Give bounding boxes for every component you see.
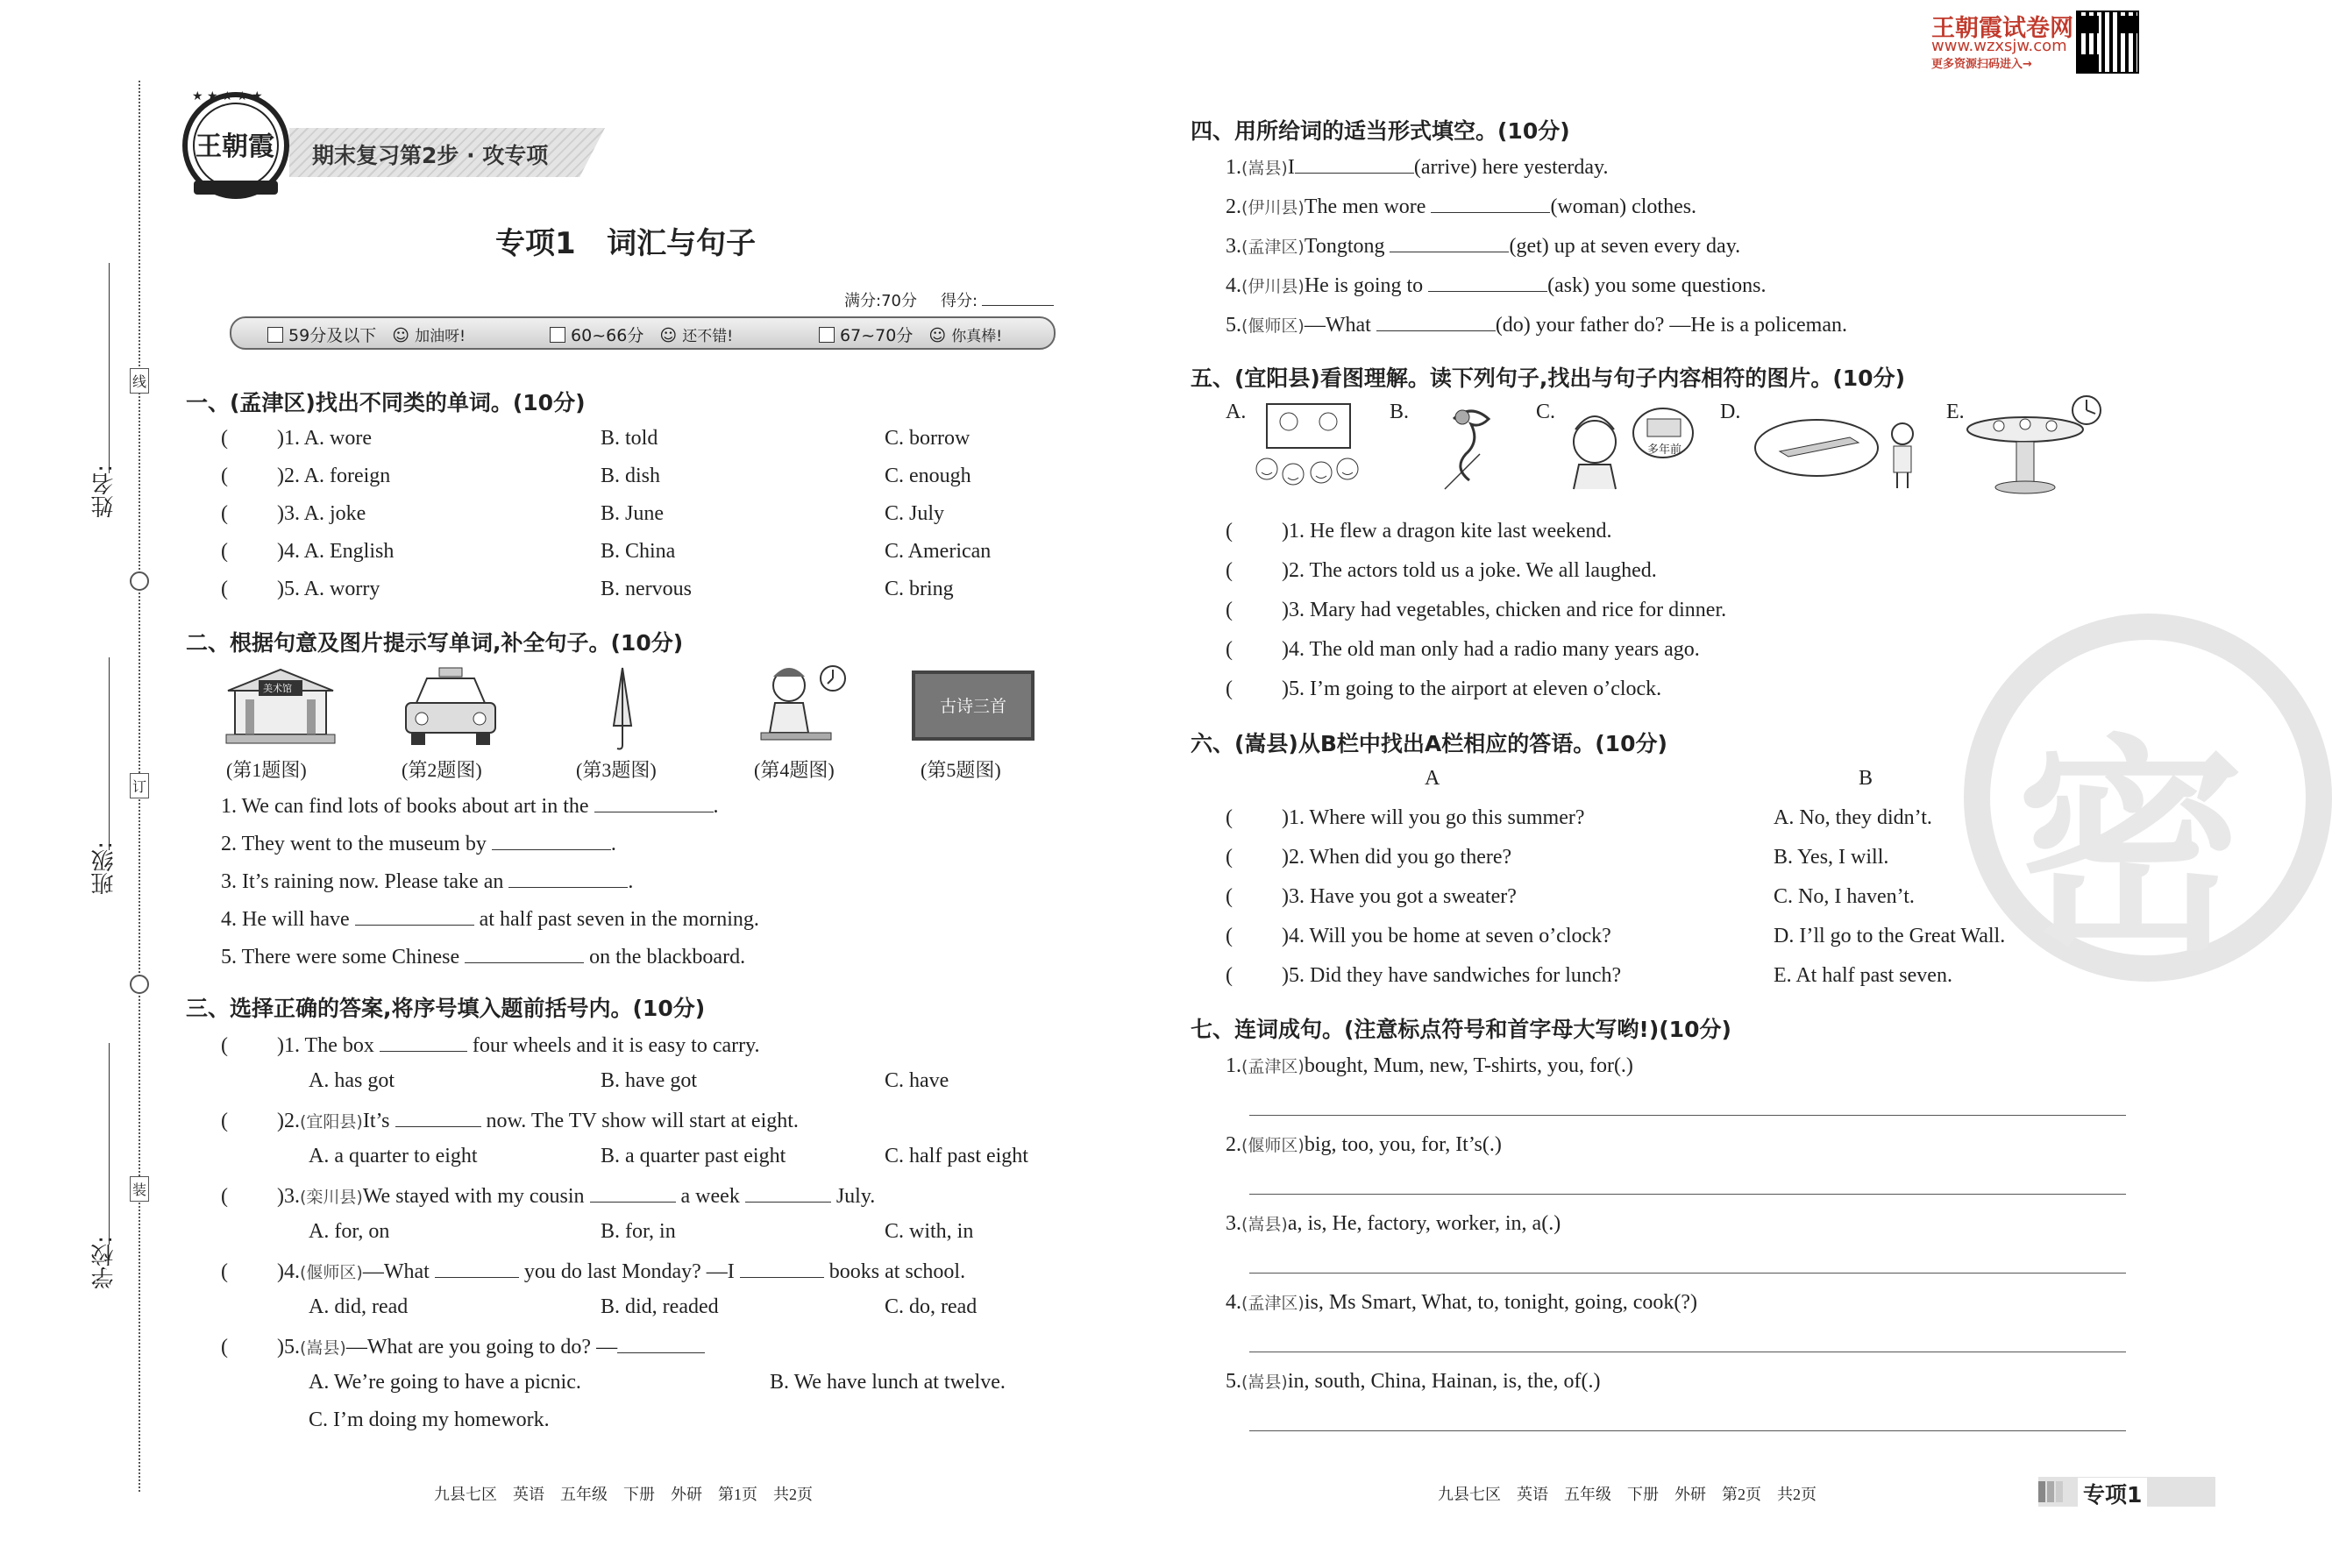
sec2-sentence-4: 4. He will have at half past seven in the morning. (221, 905, 759, 932)
sec7-item-2: 2.(偃师区)big, too, you, for, It’s(.) (1226, 1133, 1502, 1156)
section-7-title: 七、连词成句。(注意标点符号和首字母大写哟!)(10分) (1191, 1017, 1731, 1042)
sec1-q4-c: C. American (885, 540, 992, 563)
audience-picture (1249, 399, 1368, 500)
watermark-brand[interactable]: 王朝霞试卷网 (1931, 15, 2073, 42)
sec2-sentence-5: 5. There were some Chinese on the blackboard. (221, 943, 745, 969)
sec3-q5-blank[interactable] (617, 1333, 705, 1353)
seal-stamp-character: 密 (2016, 717, 2244, 982)
smiley-icon: ☺ (928, 326, 947, 345)
watermark-url[interactable]: www.wzxsjw.com (1931, 37, 2067, 55)
sec2-sentence-3: 3. It’s raining now. Please take an . (221, 868, 633, 894)
pic-label-a: A. (1226, 401, 1247, 423)
taxi-picture (399, 664, 502, 752)
sec4-blank-3[interactable] (1390, 232, 1509, 252)
breakfast-picture (754, 659, 850, 752)
museum-sign-text: 美术馆 (263, 683, 292, 694)
full-score: 满分:70分 (844, 292, 917, 310)
sec5-item-3: ( )3. Mary had vegetables, chicken and rice for dinner. (1226, 599, 1727, 621)
blackboard-picture (912, 670, 1034, 741)
pic-label-c: C. (1536, 401, 1556, 423)
sec7-answer-line-2[interactable] (1249, 1194, 2126, 1195)
sec4-item-5: 5.(偃师区)—What (do) your father do? —He is a policeman. (1226, 311, 1847, 337)
sec4-blank-2[interactable] (1431, 193, 1550, 213)
sec1-q5-b: B. nervous (601, 578, 692, 600)
sec1-q2: ( )2. A. foreign (221, 465, 391, 487)
sec1-q4: ( )4. A. English (221, 540, 395, 563)
sec6-q4: ( )4. Will you be home at seven o’clock? (1226, 925, 1611, 947)
rating-range-1: 59分及以下 (288, 326, 377, 345)
corner-tag-label: 专项1 (2078, 1478, 2147, 1509)
section-6-title: 六、(嵩县)从B栏中找出A栏相应的答语。(10分) (1191, 731, 1667, 756)
sec2-blank-5[interactable] (465, 943, 584, 963)
section-4-title: 四、用所给词的适当形式填空。(10分) (1191, 118, 1570, 144)
rating-comment-1: 加油呀! (415, 328, 466, 345)
sec3-q3-blank-1[interactable] (590, 1182, 676, 1203)
sec3-q4: ( )4.(偃师区)—What you do last Monday? —I books at school. (221, 1258, 965, 1284)
sec3-q2-blank[interactable] (395, 1107, 481, 1127)
sec1-q3: ( )3. A. joke (221, 502, 366, 525)
sec2-sentence-2: 2. They went to the museum by . (221, 830, 616, 856)
rating-option-1[interactable] (267, 323, 466, 346)
brand-logo (180, 88, 292, 200)
column-b-header: B (1859, 767, 1873, 790)
rating-checkbox-3[interactable] (819, 327, 835, 343)
caption-2: (第2题图) (402, 759, 482, 781)
sec3-q5-opt-b: B. We have lunch at twelve. (770, 1371, 1006, 1394)
sec3-q3-opt-b: B. for, in (601, 1220, 676, 1243)
pic-label-b: B. (1390, 401, 1410, 423)
footer-left: 九县七区 英语 五年级 下册 外研 第1页 共2页 (434, 1486, 813, 1503)
sec3-q1-opt-b: B. have got (601, 1069, 697, 1092)
sec1-q2-b: B. dish (601, 465, 661, 487)
sec1-q1: ( )1. A. wore (221, 427, 372, 450)
sec3-q1-opt-c: C. have (885, 1069, 949, 1092)
name-field[interactable] (109, 263, 110, 473)
sec6-ans-5: E. At half past seven. (1774, 964, 1952, 987)
dinner-table-picture (1964, 393, 2104, 496)
sec3-q5-opt-a: A. We’re going to have a picnic. (309, 1371, 581, 1394)
sec3-q4-opt-a: A. did, read (309, 1295, 409, 1318)
school-label: 学校: (91, 1236, 117, 1289)
binding-circle-2 (130, 975, 149, 994)
old-man-radio-picture (1565, 403, 1696, 491)
binding-mark-3: 装 (130, 1176, 149, 1202)
sec7-item-1: 1.(孟津区)bought, Mum, new, T-shirts, you, for(.) (1226, 1054, 1633, 1077)
sec2-blank-4[interactable] (355, 905, 474, 926)
sec7-item-3: 3.(嵩县)a, is, He, factory, worker, in, a(.) (1226, 1212, 1561, 1235)
sec1-q1-b: B. told (601, 427, 658, 450)
sec7-answer-line-3[interactable] (1249, 1273, 2126, 1274)
caption-4: (第4题图) (754, 759, 835, 781)
rating-comment-2: 还不错! (682, 328, 734, 345)
score-label: 得分: (941, 292, 978, 310)
sec3-q4-blank-1[interactable] (435, 1258, 519, 1278)
rating-range-3: 67~70分 (840, 326, 914, 345)
sec6-q1: ( )1. Where will you go this summer? (1226, 806, 1585, 829)
caption-1: (第1题图) (226, 759, 307, 781)
school-field[interactable] (109, 1043, 110, 1245)
class-label: 班级: (91, 841, 117, 895)
logo-text: 王朝霞 (196, 131, 274, 162)
sec3-q5-opt-c: C. I’m doing my homework. (309, 1408, 550, 1431)
sec1-q2-c: C. enough (885, 465, 971, 487)
art-museum-picture (219, 664, 342, 750)
pic-label-d: D. (1720, 401, 1741, 423)
rating-checkbox-2[interactable] (550, 327, 565, 343)
sec5-item-2: ( )2. The actors told us a joke. We all laughed. (1226, 559, 1657, 582)
sec3-q3: ( )3.(栾川县)We stayed with my cousin a week July. (221, 1182, 875, 1209)
sec4-item-4: 4.(伊川县)He is going to (ask) you some questions. (1226, 272, 1766, 298)
sec3-q2-opt-b: B. a quarter past eight (601, 1145, 786, 1167)
umbrella-picture (605, 664, 640, 752)
rating-range-2: 60~66分 (571, 326, 644, 345)
sec5-item-1: ( )1. He flew a dragon kite last weekend. (1226, 520, 1612, 543)
sec3-q1-opt-a: A. has got (309, 1069, 395, 1092)
binding-circle-1 (130, 571, 149, 591)
sec5-item-4: ( )4. The old man only had a radio many years ago. (1226, 638, 1700, 661)
sec3-q3-blank-2[interactable] (745, 1182, 831, 1203)
sec2-blank-2[interactable] (492, 830, 611, 850)
page-title: 专项1 词汇与句子 (495, 226, 757, 261)
rating-comment-3: 你真棒! (951, 328, 1003, 345)
svg-text:★ ★ ★ ★ ★: ★ ★ ★ ★ ★ (192, 89, 263, 103)
watermark-tagline: 更多资源扫码进入→ (1931, 58, 2032, 71)
pic-label-e: E. (1946, 401, 1965, 423)
airport-picture (1753, 408, 1929, 491)
section-2-title: 二、根据句意及图片提示写单词,补全句子。(10分) (186, 630, 684, 656)
class-field[interactable] (109, 657, 110, 850)
sec4-blank-1[interactable] (1295, 153, 1414, 174)
sec4-blank-5[interactable] (1376, 311, 1496, 331)
sec7-item-4: 4.(孟津区)is, Ms Smart, What, to, tonight, going, cook(?) (1226, 1291, 1698, 1314)
sec3-q4-opt-b: B. did, readed (601, 1295, 719, 1318)
sec3-q1: ( )1. The box four wheels and it is easy to carry. (221, 1032, 760, 1058)
rating-option-3[interactable] (819, 323, 1002, 346)
sec3-q5: ( )5.(嵩县)—What are you going to do? — (221, 1333, 705, 1359)
sec1-q5: ( )5. A. worry (221, 578, 380, 600)
corner-tag-squares (2038, 1481, 2063, 1502)
sec7-answer-line-1[interactable] (1249, 1115, 2126, 1116)
sec1-q3-c: C. July (885, 502, 945, 525)
rating-checkbox-1[interactable] (267, 327, 283, 343)
sec6-ans-3: C. No, I haven’t. (1774, 885, 1915, 908)
footer-right: 九县七区 英语 五年级 下册 外研 第2页 共2页 (1438, 1486, 1817, 1503)
sec1-q5-c: C. bring (885, 578, 954, 600)
sec2-sentence-1: 1. We can find lots of books about art in the . (221, 792, 719, 819)
section-1-title: 一、(孟津区)找出不同类的单词。(10分) (186, 390, 586, 415)
sec4-blank-4[interactable] (1428, 272, 1547, 292)
sec4-item-1: 1.(嵩县)I (arrive) here yesterday. (1226, 153, 1608, 180)
caption-5: (第5题图) (921, 759, 1001, 781)
sec7-answer-line-5[interactable] (1249, 1430, 2126, 1431)
column-a-header: A (1425, 767, 1440, 790)
sec5-item-5: ( )5. I’m going to the airport at eleven o’clock. (1226, 678, 1662, 700)
sec1-q4-b: B. China (601, 540, 676, 563)
binding-mark-1: 线 (130, 368, 149, 394)
binding-mark-2: 订 (130, 773, 149, 798)
radio-bubble-text: 多年前 (1647, 443, 1682, 457)
section-5-title: 五、(宜阳县)看图理解。读下列句子,找出与句子内容相符的图片。(10分) (1191, 365, 1905, 391)
sec3-q2-opt-a: A. a quarter to eight (309, 1145, 478, 1167)
sec3-q3-opt-a: A. for, on (309, 1220, 390, 1243)
name-label: 姓名: (91, 465, 117, 518)
sec6-ans-2: B. Yes, I will. (1774, 846, 1889, 869)
smiley-icon: ☺ (392, 326, 410, 345)
sec3-q2: ( )2.(宜阳县)It’s now. The TV show will start at eight. (221, 1107, 799, 1133)
sec2-blank-1[interactable] (594, 792, 714, 812)
score-field[interactable] (982, 305, 1054, 306)
sec3-q4-blank-2[interactable] (740, 1258, 824, 1278)
sec3-q4-opt-c: C. do, read (885, 1295, 978, 1318)
smiley-icon: ☺ (659, 326, 678, 345)
sec3-q2-opt-c: C. half past eight (885, 1145, 1028, 1167)
sec6-ans-1: A. No, they didn’t. (1774, 806, 1932, 829)
sec1-q1-c: C. borrow (885, 427, 970, 450)
sec6-q5: ( )5. Did they have sandwiches for lunch? (1226, 964, 1622, 987)
blackboard-text: 古诗三首 (939, 697, 1006, 716)
sec4-item-3: 3.(孟津区)Tongtong (get) up at seven every day. (1226, 232, 1740, 259)
sec7-item-5: 5.(嵩县)in, south, China, Hainan, is, the, of(.) (1226, 1370, 1601, 1393)
sec6-q2: ( )2. When did you go there? (1226, 846, 1512, 869)
sec3-q3-opt-c: C. with, in (885, 1220, 974, 1243)
dragon-kite-picture (1427, 401, 1515, 493)
sec1-q3-b: B. June (601, 502, 664, 525)
section-3-title: 三、选择正确的答案,将序号填入题前括号内。(10分) (186, 996, 706, 1021)
sec2-blank-3[interactable] (508, 868, 628, 888)
sec6-ans-4: D. I’ll go to the Great Wall. (1774, 925, 2006, 947)
sec6-q3: ( )3. Have you got a sweater? (1226, 885, 1517, 908)
sec3-q1-blank[interactable] (380, 1032, 467, 1052)
sec4-item-2: 2.(伊川县)The men wore (woman) clothes. (1226, 193, 1696, 219)
caption-3: (第3题图) (576, 759, 657, 781)
step-banner-text: 期末复习第2步 · 攻专项 (312, 143, 549, 168)
qr-code-icon[interactable] (2076, 11, 2139, 74)
rating-option-2[interactable] (550, 323, 733, 346)
